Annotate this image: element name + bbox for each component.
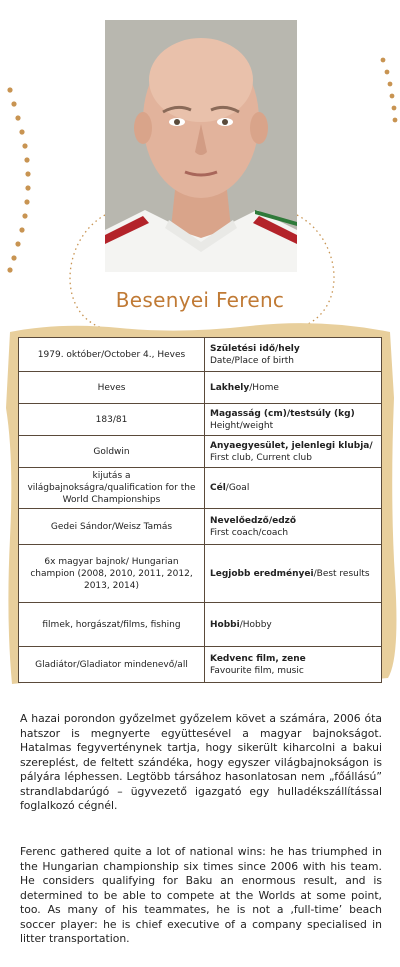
table-cell-value: kijutás a világbajnokságra/qualification for the World Championships	[19, 468, 205, 509]
table-row	[19, 436, 382, 468]
table-cell-value: Gladiátor/Gladiator mindenevő/all	[19, 647, 205, 683]
table-cell-value: Gedei Sándor/Weisz Tamás	[19, 509, 205, 545]
table-row	[19, 372, 382, 404]
label-english: First club, Current club	[210, 452, 312, 463]
table-cell-value: Goldwin	[19, 436, 205, 468]
label-english: Date/Place of birth	[210, 355, 295, 366]
paragraph-hungarian-text: A hazai porondon győzelmet győzelem követ a számára, 2006 óta hatszor is megnyerte együttesével a magyar bajnokságot. Hatalmas fegyverténynek tartja, hogy sikerült kiharcolni a bakui szereplést, de feltett szándéka, hogy egyszer világbajnokságon is pályára léphessen. Legtöbb társához hasonlatosan nem „főállású” strandlabdarúgó – ügyvezető igazgató egy hulladékszállítással foglalkozó cégnél.	[20, 712, 382, 812]
table-row	[19, 509, 382, 545]
label-hungarian: Nevelőedző/edző	[210, 515, 297, 526]
table-cell-value: filmek, horgászat/films, fishing	[19, 603, 205, 647]
label-hungarian: Hobbi	[210, 619, 240, 630]
table-cell-label	[205, 436, 382, 468]
table-cell-label	[205, 404, 382, 436]
label-hungarian: Kedvenc film, zene	[210, 653, 306, 664]
table-row	[19, 545, 382, 603]
label-hungarian: Születési idő/hely	[210, 343, 300, 354]
paragraph-hungarian	[20, 712, 382, 814]
label-english: /Goal	[225, 483, 250, 493]
table-cell-label	[205, 647, 382, 683]
table-cell-label	[205, 468, 382, 509]
table-row	[19, 603, 382, 647]
table-cell-label	[205, 603, 382, 647]
paragraph-english	[20, 845, 382, 947]
player-photo	[105, 20, 297, 272]
label-english: First coach/coach	[210, 527, 289, 538]
table-row	[19, 468, 382, 509]
player-name: Besenyei Ferenc	[115, 288, 285, 312]
label-english: Height/weight	[210, 420, 274, 431]
table-cell-value: Heves	[19, 372, 205, 404]
label-hungarian: Magasság (cm)/testsúly (kg)	[210, 408, 355, 419]
table-cell-label	[205, 372, 382, 404]
label-hungarian: Legjobb eredményei	[210, 568, 314, 579]
label-english: /Best results	[313, 568, 370, 579]
table-cell-label	[205, 338, 382, 372]
label-hungarian: Lakhely	[210, 382, 250, 393]
table-row	[19, 647, 382, 683]
table-cell-label	[205, 545, 382, 603]
table-row	[19, 404, 382, 436]
label-hungarian: Cél	[210, 483, 226, 493]
table-cell-value: 183/81	[19, 404, 205, 436]
label-english: /Hobby	[239, 619, 272, 630]
table-cell-label	[205, 509, 382, 545]
table-cell-value: 1979. október/October 4., Heves	[19, 338, 205, 372]
table-cell-value: 6x magyar bajnok/ Hungarian champion (2008, 2010, 2011, 2012, 2013, 2014)	[19, 545, 205, 603]
label-english: /Home	[249, 382, 279, 393]
profile-table	[18, 337, 382, 683]
table-row	[19, 338, 382, 372]
label-hungarian: Anyaegyesület, jelenlegi klubja/	[210, 440, 373, 451]
paragraph-english-text: Ferenc gathered quite a lot of national wins: he has triumphed in the Hungarian championship six times since 2006 with his team. He considers qualifying for Baku an enormous result, and is determined to be able to compete at the Worlds at some point, too. As many of his teammates, he is not a ‚full-time’ beach soccer player: he is chief executive of a company specialised in litter transportation.	[20, 845, 382, 945]
label-english: Favourite film, music	[210, 665, 304, 676]
